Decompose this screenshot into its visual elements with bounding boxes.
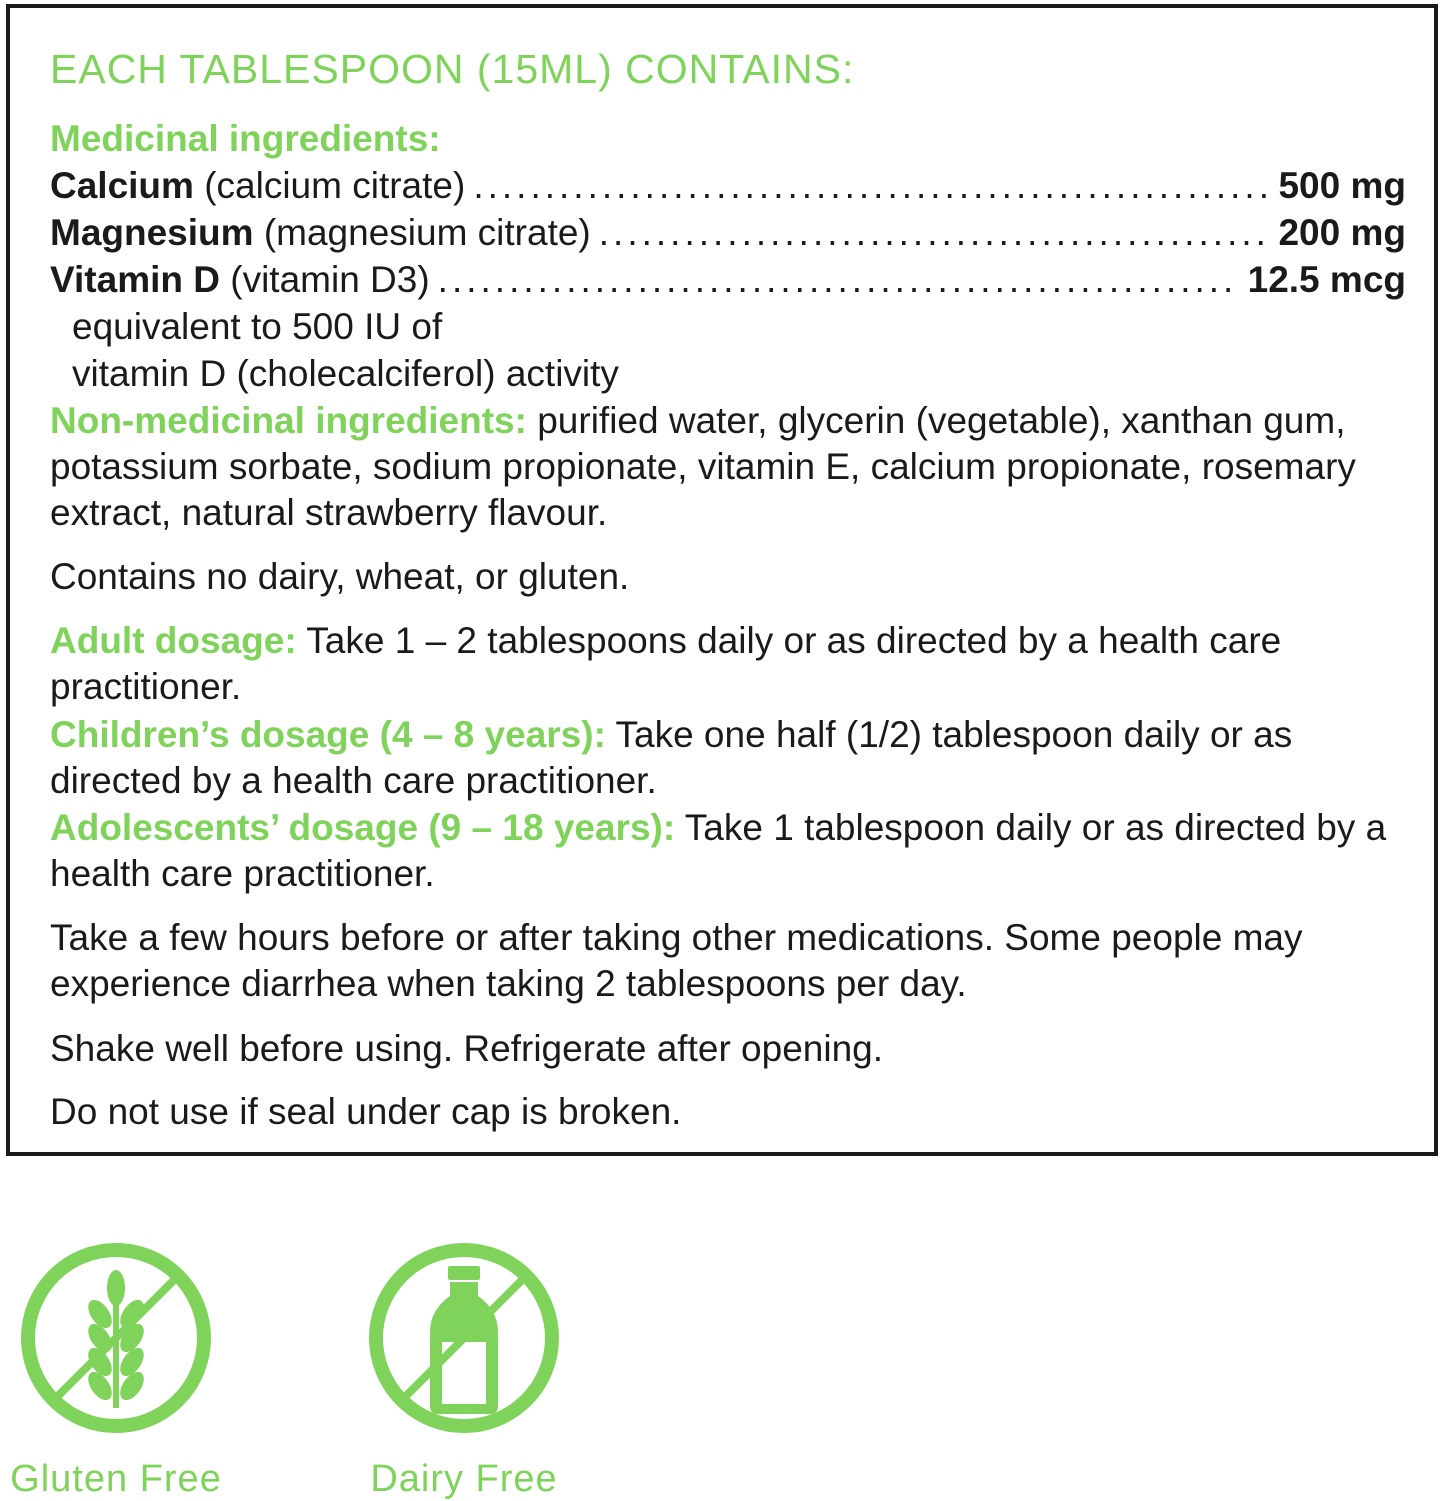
dairy-free-badge bbox=[334, 1238, 594, 1501]
vitamin-d-note-2: vitamin D (cholecalciferol) activity bbox=[72, 353, 619, 394]
supplement-facts-panel bbox=[6, 4, 1438, 1156]
gluten-free-label: Gluten Free bbox=[10, 1458, 222, 1500]
allergen-statement: Contains no dairy, wheat, or gluten. bbox=[50, 556, 630, 597]
ingredient-amount: 200 mg bbox=[1278, 212, 1406, 253]
ingredient-amount: 500 mg bbox=[1278, 165, 1406, 206]
storage-instructions: Shake well before using. Refrigerate after opening. bbox=[50, 1028, 884, 1069]
ingredient-detail: (magnesium citrate) bbox=[253, 212, 591, 253]
ingredient-name: Magnesium bbox=[50, 212, 254, 253]
gluten-free-badge bbox=[0, 1238, 246, 1501]
adult-dosage-label: Adult dosage: bbox=[50, 620, 297, 661]
ingredient-row-vitamin-d bbox=[50, 257, 1406, 303]
children-dosage-text: Take one half (1/2) tablespoon daily or as directed by a health care practitioner. bbox=[50, 714, 1293, 801]
ingredient-name: Vitamin D bbox=[50, 259, 220, 300]
ingredient-row-calcium bbox=[50, 163, 1406, 209]
medication-warning: Take a few hours before or after taking other medications. Some people may experience diarrhea when taking 2 tablespoons per day. bbox=[50, 917, 1303, 1004]
ingredient-row-magnesium bbox=[50, 210, 1406, 256]
non-medicinal-text: purified water, glycerin (vegetable), xanthan gum, potassium sorbate, sodium propionate, vitamin E, calcium propionate, rosemary extract, natural strawberry flavour. bbox=[50, 400, 1356, 533]
ingredient-detail: (vitamin D3) bbox=[219, 259, 430, 300]
children-dosage-label: Children’s dosage (4 – 8 years): bbox=[50, 714, 606, 755]
non-medicinal-ingredients bbox=[50, 398, 1410, 536]
leader-dots bbox=[473, 163, 1270, 209]
milk-bottle-crossed-icon bbox=[364, 1238, 564, 1438]
seal-warning: Do not use if seal under cap is broken. bbox=[50, 1091, 682, 1132]
medicinal-ingredients-label bbox=[50, 116, 441, 162]
ingredient-detail: (calcium citrate) bbox=[193, 165, 466, 206]
vitamin-d-note-1: equivalent to 500 IU of bbox=[72, 306, 443, 347]
adult-dosage-text: Take 1 – 2 tablespoons daily or as directed by a health care practitioner. bbox=[50, 620, 1282, 707]
ingredient-name: Calcium bbox=[50, 165, 194, 206]
ingredient-amount: 12.5 mcg bbox=[1247, 259, 1406, 300]
adolescents-dosage-label: Adolescents’ dosage (9 – 18 years): bbox=[50, 807, 676, 848]
dairy-free-label: Dairy Free bbox=[370, 1458, 558, 1500]
children-dosage bbox=[50, 712, 1410, 804]
panel-heading: EACH TABLESPOON (15ML) CONTAINS: bbox=[50, 46, 855, 92]
medicinal-label-text: Medicinal ingredients: bbox=[50, 118, 441, 159]
adolescents-dosage-text: Take 1 tablespoon daily or as directed by a health care practitioner. bbox=[50, 807, 1387, 894]
leader-dots bbox=[438, 257, 1240, 303]
non-medicinal-label: Non-medicinal ingredients: bbox=[50, 400, 527, 441]
wheat-crossed-icon bbox=[16, 1238, 216, 1438]
adolescents-dosage bbox=[50, 805, 1410, 897]
leader-dots bbox=[599, 210, 1271, 256]
adult-dosage bbox=[50, 618, 1410, 710]
